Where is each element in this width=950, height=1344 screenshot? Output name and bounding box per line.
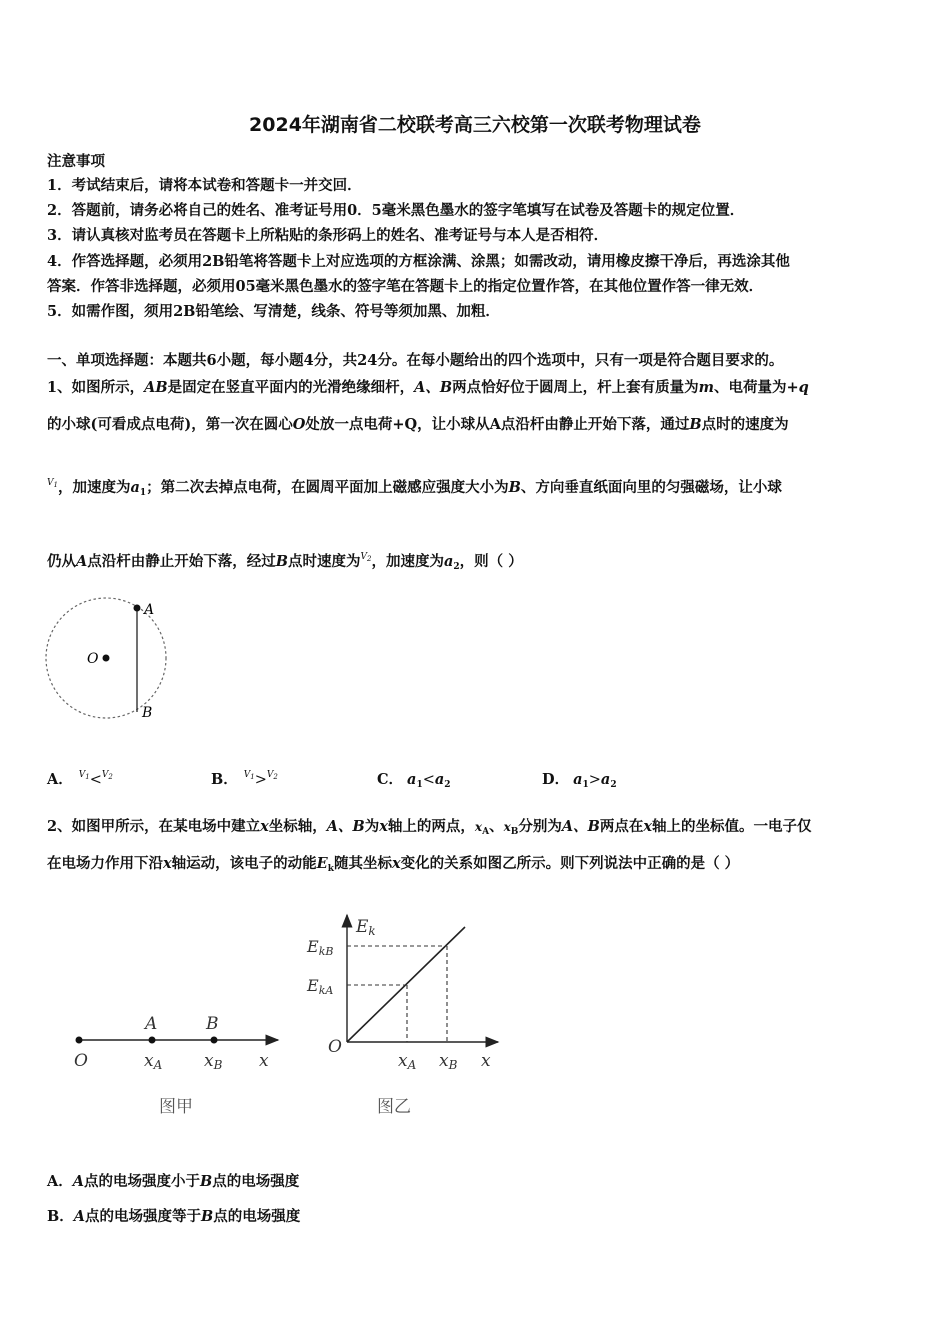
q1-option-d[interactable]: D． $a_1>a_2$	[542, 771, 617, 790]
label-xa: xA	[144, 1051, 163, 1072]
q2-line-2: 在电场力作用下沿x轴运动，该电子的动能$E_k$随其坐标x变化的关系如图乙所示。则下列说法中正确的是（ ）	[47, 855, 740, 874]
q2-option-a[interactable]: A．A点的电场强度小于B点的电场强度	[47, 1173, 300, 1190]
origin-dot	[76, 1037, 83, 1044]
v1-symbol: V1	[47, 478, 58, 489]
notice-line-1: 1．考试结束后，请将本试卷和答题卡一并交回．	[47, 177, 362, 194]
q2-figure-a	[65, 1005, 290, 1120]
q2-line-1: 2、如图甲所示，在某电场中建立x坐标轴，A、B为x轴上的两点，$x_A$、$x_B$分别为A、B两点在x轴上的坐标值。一电子仅	[47, 818, 812, 837]
q1-option-b[interactable]: B． $^{V_1}$>$^{V_2}$	[211, 770, 278, 788]
notice-line-5: 5．如需作图，须用2B铅笔绘、写清楚，线条、符号等须加黑、加粗．	[47, 303, 500, 320]
label-x: x	[259, 1051, 269, 1071]
q1-option-c[interactable]: C． $a_1<a_2$	[377, 771, 451, 790]
q1-option-a[interactable]: A． $^{V_1}$<$^{V_2}$	[47, 770, 113, 788]
notice-line-3: 3．请认真核对监考员在答题卡上所粘贴的条形码上的姓名、准考证号与本人是否相符．	[47, 227, 609, 244]
label-b: B	[142, 705, 153, 721]
center-o-dot	[103, 655, 110, 662]
point-a-dot	[134, 605, 141, 612]
caption-jia: 图甲	[159, 1097, 193, 1117]
q1-line-2: 的小球(可看成点电荷)，第一次在圆心O处放一点电荷+Q，让小球从A点沿杆由静止开始下落，通过B点时的速度为	[47, 416, 789, 433]
q1-line-1: 1、如图所示，AB是固定在竖直平面内的光滑绝缘细杆，A、B两点恰好位于圆周上，杆上套有质量为m、电荷量为+q	[47, 379, 809, 396]
notice-line-4a: 4．作答选择题，必须用2B铅笔将答题卡上对应选项的方框涂满、涂黑；如需改动，请用橡皮擦干净后，再选涂其他	[47, 253, 790, 270]
q1-line-3: $^{V_1}$，加速度为$a_1$；第二次去掉点电荷，在圆周平面加上磁感应强度大小为B、方向垂直纸面向里的匀强磁场，让小球	[47, 478, 782, 498]
label-o: O	[328, 1037, 342, 1057]
section-heading: 一、单项选择题：本题共6小题，每小题4分，共24分。在每小题给出的四个选项中，只有一项是符合题目要求的。	[47, 352, 784, 369]
q2-figure-b	[305, 905, 505, 1125]
notice-heading: 注意事项	[47, 153, 105, 170]
label-xb: xB	[439, 1051, 458, 1072]
page-title: 2024年湖南省二校联考高三六校第一次联考物理试卷	[249, 114, 701, 136]
q1-line-4: 仍从A点沿杆由静止开始下落，经过B点时速度为$^{V_2}$，加速度为$a_2$，则（ ）	[47, 552, 523, 572]
label-xb: xB	[204, 1051, 223, 1072]
point-b-dot	[211, 1037, 218, 1044]
label-xa: xA	[398, 1051, 417, 1072]
label-b: B	[206, 1014, 219, 1034]
q1-circle-figure	[40, 595, 180, 725]
notice-line-2: 2．答题前，请务必将自己的姓名、准考证号用0．5毫米黑色墨水的签字笔填写在试卷及答题卡的规定位置．	[47, 202, 745, 219]
caption-yi: 图乙	[377, 1097, 411, 1117]
label-x: x	[481, 1051, 491, 1071]
label-o: O	[87, 651, 99, 667]
label-ek: Ek	[356, 917, 376, 938]
notice-line-4b: 答案．作答非选择题，必须用05毫米黑色墨水的签字笔在答题卡上的指定位置作答，在其他位置作答一律无效．	[47, 278, 764, 295]
q2-option-b[interactable]: B．A点的电场强度等于B点的电场强度	[47, 1208, 301, 1225]
label-a: A	[144, 602, 155, 618]
label-eka: EkA	[307, 976, 334, 997]
label-o: O	[74, 1051, 88, 1071]
point-a-dot	[149, 1037, 156, 1044]
v2-symbol: V2	[360, 552, 372, 563]
label-ekb: EkB	[307, 937, 334, 958]
label-a: A	[145, 1014, 158, 1034]
